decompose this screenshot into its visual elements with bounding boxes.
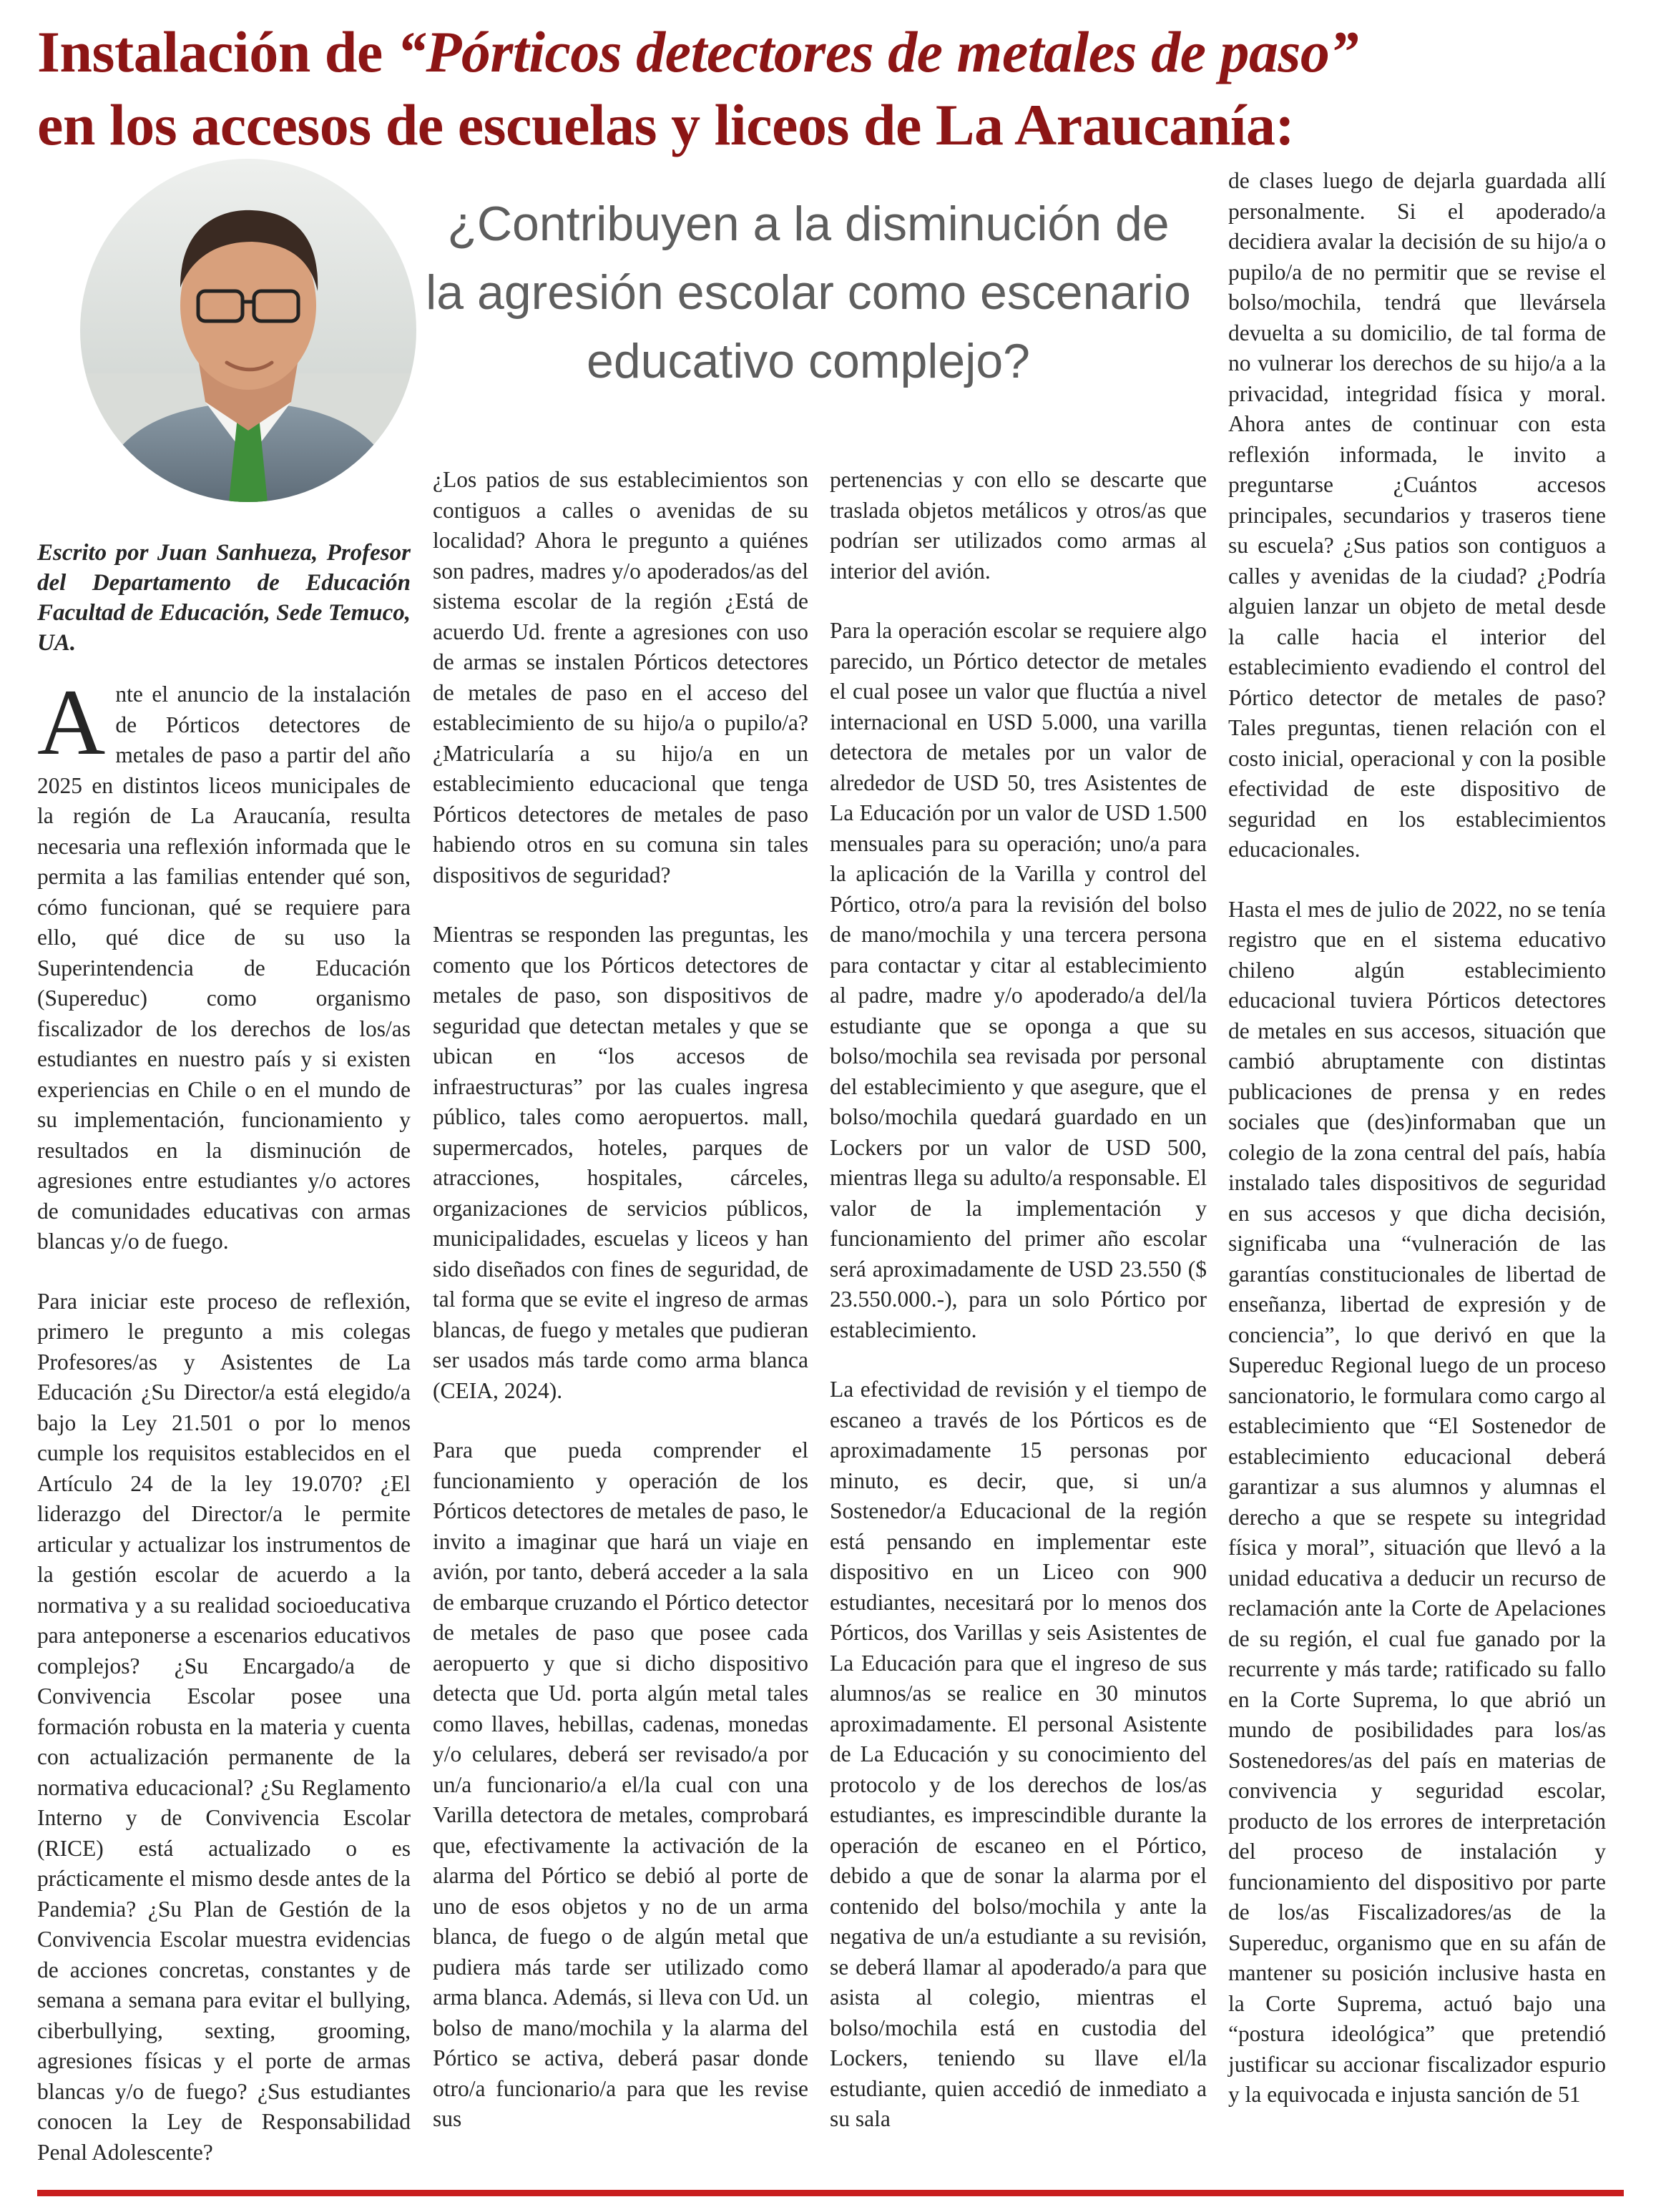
headline-quoted-title: “Pórticos detectores de metales de paso”	[396, 19, 1358, 84]
drop-cap: A	[37, 669, 106, 775]
paragraph-7: Para la operación escolar se requiere algo parecido, un Pórtico detector de metales el cual posee un valor que fluctúa a nivel internacional en USD 5.000, una varilla detectora de metales por un valor de alrededor de USD 50, tres Asistentes de La Educación por un valor de USD 1.500 mensuales para su operación; uno/a para la aplicación de la Varilla y control del Pórtico, otro/a para la revisión del bolso de mano/mochila y una tercera persona para contactar y citar al establecimiento al padre, madre y/o apoderado/a del/la estudiante que se oponga a que su bolso/mochila sea revisada por personal del establecimiento y que asegure, que el bolso/mochila quedará guardado en un Lockers por un valor de USD 500, mientras llega su adulto/a responsable. El valor de la implementación y funcionamiento del primer año escolar será aproximadamente de USD 23.550 ($ 23.550.000.-), para un solo Pórtico por establecimiento.	[830, 618, 1207, 1342]
headline-line-1	[37, 16, 1625, 89]
column-4	[1228, 166, 1606, 2140]
column-1	[37, 669, 411, 2197]
headline-prefix: Instalación de	[37, 19, 397, 84]
paragraph-8: La efectividad de revisión y el tiempo de escaneo a través de los Pórticos es de aproximadamente 15 personas por minuto, es decir, que, si un/a Sostenedor/a Educacional de la región está pensando en implementar este dispositivo en un Liceo con 900 estudiantes, necesitará por lo menos dos Pórticos, dos Varillas y seis Asistentes de La Educación para que el ingreso de sus alumnos/as se realice en 30 minutos aproximadamente. El personal Asistente de La Educación y su conocimiento del protocolo y de los derechos de los/as estudiantes, es imprescindible durante la operación de escaneo en el Pórtico, debido a que de sonar la alarma por el contenido del bolso/mochila y ante la negativa de un/a estudiante a su revisión, se deberá llamar al apoderado/a para que asista al colegio, mientras el bolso/mochila está en custodia del Lockers, teniendo su llave el/la estudiante, quien accedió de inmediato a su sala	[830, 1377, 1207, 2131]
column-3	[830, 465, 1207, 2164]
paragraph-intro-text: nte el anuncio de la instalación de Pórticos detectores de metales de paso a partir del año 2025 en distintos liceos municipales de la región de La Araucanía, resulta necesaria una reflexión informada que le permita a las familias entender qué son, cómo funcionan, qué se requiere para ello, qué dice de su uso la Superintendencia de Educación (Supereduc) como organismo fiscalizador de los derechos de los/as estudiantes en nuestro país y si existen experiencias en Chile o en el mundo de su implementación, funcionamiento y resultados en la disminución de agresiones entre estudiantes y/o actores de comunidades educativas con armas blancas y/o de fuego.	[37, 682, 411, 1254]
paragraph-10: Hasta el mes de julio de 2022, no se tenía registro que en el sistema educativo chileno algún establecimiento educacional tuviera Pórticos detectores de metales en sus accesos, situación que cambió abruptamente con distintas publicaciones de prensa y en redes sociales que (des)informaban que un colegio de la zona central del país, había instalado tales dispositivos de seguridad en sus accesos y que dicha decisión, significaba una “vulneración de las garantías constitucionales de libertad de enseñanza, libertad de expresión y de conciencia”, lo que derivó en que la Supereduc Regional luego de un proceso sancionatorio, le formulara como cargo al establecimiento que “El Sostenedor de establecimiento educacional deberá garantizar a sus alumnos y alumnas el derecho a que se respete su integridad física y moral”, situación que llevó a la unidad educativa a deducir un recurso de reclamación ante la Corte de Apelaciones de su región, el cual fue ganado por la recurrente y más tarde; ratificado su fallo en la Corte Suprema, lo que abrió un mundo de posibilidades para los/as Sostenedores/as del país en materias de convivencia y seguridad escolar, producto de los errores de interpretación del proceso de instalación y funcionamiento del dispositivo por parte de los/as Fiscalizadores/as de la Supereduc, organismo que en su afán de mantener su posición inclusive hasta en la Corte Suprema, actuó bajo una “postura ideológica” que pretendió justificar su accionar fiscalizador espurio y la equivocada e injusta sanción de 51	[1228, 896, 1606, 2107]
paragraph-9: de clases luego de dejarla guardada allí personalmente. Si el apoderado/a decidiera avalar la decisión de su hijo/a o pupilo/a de no permitir que se revise el bolso/mochila, tendrá que llevársela devuelta a su domicilio, de tal forma de no vulnerar los derechos de su hijo/a a la privacidad, integridad física y moral. Ahora antes de continuar con esta reflexión informada, le invito a preguntarse ¿Cuántos accesos principales, secundarios y traseros tiene su escuela? ¿Sus patios son contiguos a calles y avenidas de la ciudad? ¿Podría alguien lanzar un objeto de metal desde la calle hacia el interior del establecimiento evadiendo el control del Pórtico detector de metales de paso? Tales preguntas, tienen relación con el costo inicial, operacional y con la posible efectividad de este dispositivo de seguridad en los establecimientos educacionales.	[1228, 168, 1606, 862]
paragraph-6: pertenencias y con ello se descarte que traslada objetos metálicos y otros/as que podrían ser utilizados como armas al interior del avión.	[830, 467, 1207, 584]
article-subtitle: ¿Contribuyen a la disminución de la agresión escolar como escenario educativo complejo?	[426, 197, 1191, 388]
author-byline: Escrito por Juan Sanhueza, Profesor del Departamento de Educación Facultad de Educación, Sede Temuco, UA.	[37, 540, 411, 656]
paragraph-2: Para iniciar este proceso de reflexión, primero le pregunto a mis colegas Profesores/as y Asistentes de La Educación ¿Su Director/a está elegido/a bajo la Ley 21.501 o por lo menos cumple los requisitos establecidos en el Artículo 24 de la ley 19.070? ¿El liderazgo del Director/a le permite articular y actualizar los instrumentos de la gestión escolar de acuerdo a la normativa y a su realidad socioeducativa para anteponerse a escenarios educativos complejos? ¿Su Encargado/a de Convivencia Escolar posee una formación robusta en la materia y cuenta con actualización permanente de la normativa educacional? ¿Su Reglamento Interno y de Convivencia Escolar (RICE) está actualizado o es prácticamente el mismo desde antes de la Pandemia? ¿Su Plan de Gestión de la Convivencia Escolar muestra evidencias de acciones concretas, constantes y de semana a semana para evitar el bullying, ciberbullying, sexting, grooming, agresiones físicas y el porte de armas blancas y/o de fuego? ¿Sus estudiantes conocen la Ley de Responsabilidad Penal Adolescente?	[37, 1288, 411, 2165]
headline-line-2: en los accesos de escuelas y liceos de La Araucanía:	[37, 92, 1295, 157]
bottom-rule	[37, 2190, 1624, 2196]
paragraph-4: Mientras se responden las preguntas, les comento que los Pórticos detectores de metales de paso, son dispositivos de seguridad que detectan metales y que se ubican en “los accesos de infraestructuras” por las cuales ingresa público, tales como aeropuertos. mall, supermercados, hoteles, parques de atracciones, hospitales, cárceles, organizaciones de servicios públicos, municipalidades, escuelas y liceos y han sido diseñados con fines de seguridad, de tal forma que se evite el ingreso de armas blancas, de fuego y metales que pudieran ser usados más tarde como arma blanca (CEIA, 2024).	[433, 922, 808, 1403]
paragraph-5: Para que pueda comprender el funcionamiento y operación de los Pórticos detectores de metales de paso, le invito a imaginar que hará un viaje en avión, por tanto, deberá acceder a la sala de embarque cruzando el Pórtico detector de metales de paso que posee cada aeropuerto y que si dicho dispositivo detecta que Ud. porta algún metal tales como llaves, hebillas, cadenas, monedas y/o celulares, deberá ser revisado/a por un/a funcionario/a el/la cual con una Varilla detectora de metales, comprobará que, efectivamente la activación de la alarma del Pórtico se debió al porte de uno de esos objetos y no de un arma blanca, de fuego o de algún metal que pudiera más tarde ser utilizado como arma blanca. Además, si lleva con Ud. un bolso de mano/mochila y la alarma del Pórtico se activa, deberá pasar donde otro/a funcionario/a para que les revise sus	[433, 1437, 808, 2131]
paragraph-3: ¿Los patios de sus establecimientos son contiguos a calles o avenidas de su localidad? Ahora le pregunto a quiénes son padres, madres y/o apoderados/as del sistema escolar de la región ¿Está de acuerdo Ud. frente a agresiones con uso de armas se instalen Pórticos detectores de metales de paso en el acceso del establecimiento de su hijo/a o pupilo/a? ¿Matricularía a su hijo/a en un establecimiento educacional que tenga Pórticos detectores de metales de paso habiendo otros en su comuna sin tales dispositivos de seguridad?	[433, 467, 808, 888]
paragraph-intro	[37, 669, 411, 1257]
headline	[37, 16, 1625, 162]
column-2	[433, 465, 808, 2164]
author-photo	[80, 159, 416, 502]
